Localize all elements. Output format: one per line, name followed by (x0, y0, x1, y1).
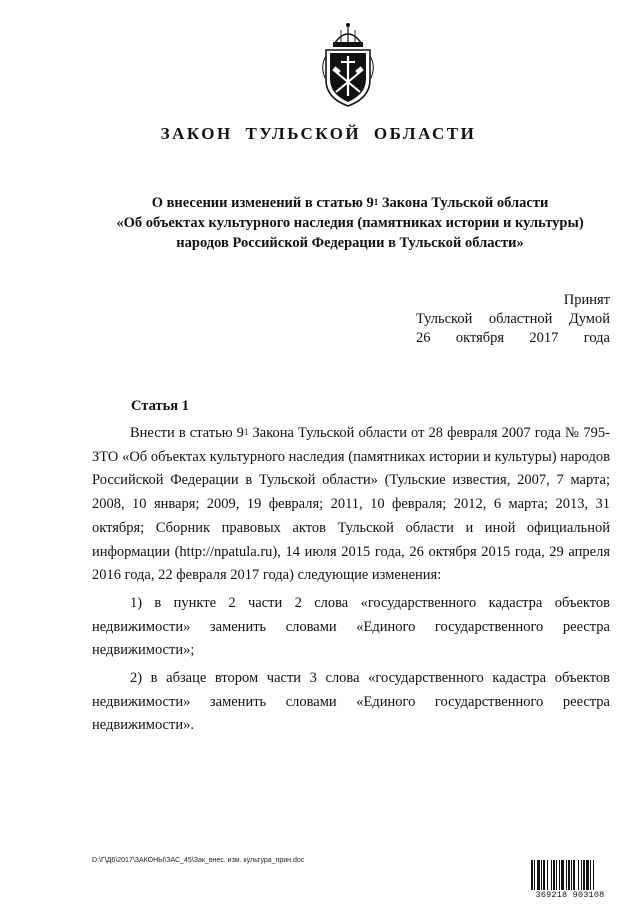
heading-line-3: народов Российской Федерации в Тульской области» (176, 235, 524, 251)
barcode (530, 860, 610, 900)
barcode-bars-icon (530, 860, 610, 891)
heading-line-2: «Об объектах культурного наследия (памятниках истории и культуры) (116, 215, 584, 231)
tula-coat-of-arms-emblem (317, 22, 379, 108)
paragraph-item-2: 2) в абзаце втором части 3 слова «государственного кадастра объектов недвижимости» заменить словами «Единого государственного реестра недвижимости». (92, 670, 610, 734)
adoption-block (416, 291, 610, 348)
file-path-footer: D:\Г\Д6\2017\ЗАКОНЫ\ЗАС_45\Зак_внес. изм. культура_прин.doc (92, 857, 305, 864)
law-heading (70, 193, 630, 253)
adopted-word: Принят (563, 292, 610, 308)
article-body (92, 422, 610, 742)
paragraph-item-1: 1) в пункте 2 части 2 слова «государственного кадастра объектов недвижимости» заменить словами «Единого государственного реестра недвижимости»; (92, 594, 610, 659)
adopted-date: 26 октября 2017 года (416, 330, 610, 346)
barcode-number: 369218 903108 (530, 890, 610, 900)
heading-line-1: О внесении изменений в статью $9^1$ Закона Тульской области (151, 195, 549, 211)
adopted-by: Тульской областной Думой (416, 311, 610, 327)
article-heading: Статья 1 (131, 398, 189, 414)
paragraph-main: Внести в статью $9^1$ Закона Тульской области от 28 февраля 2007 года № 795-ЗТО «Об объектах культурного наследия (памятниках истории и культуры) народов Российской Федерации в Тульской области» (Тульские известия, 2007, 7 марта; 2008, 10 января; 2009, 19 февраля; 2011, 10 февраля; 2012, 6 марта; 2013, 31 октября; Сборник правовых актов Тульской области и иной официальной информации (http://npatula.ru), 14 июля 2015 года, 26 октября 2015 года, 29 апреля 2016 года, 22 февраля 2017 года) следующие изменения: (92, 425, 610, 584)
law-title: ЗАКОН ТУЛЬСКОЙ ОБЛАСТИ (160, 124, 477, 143)
